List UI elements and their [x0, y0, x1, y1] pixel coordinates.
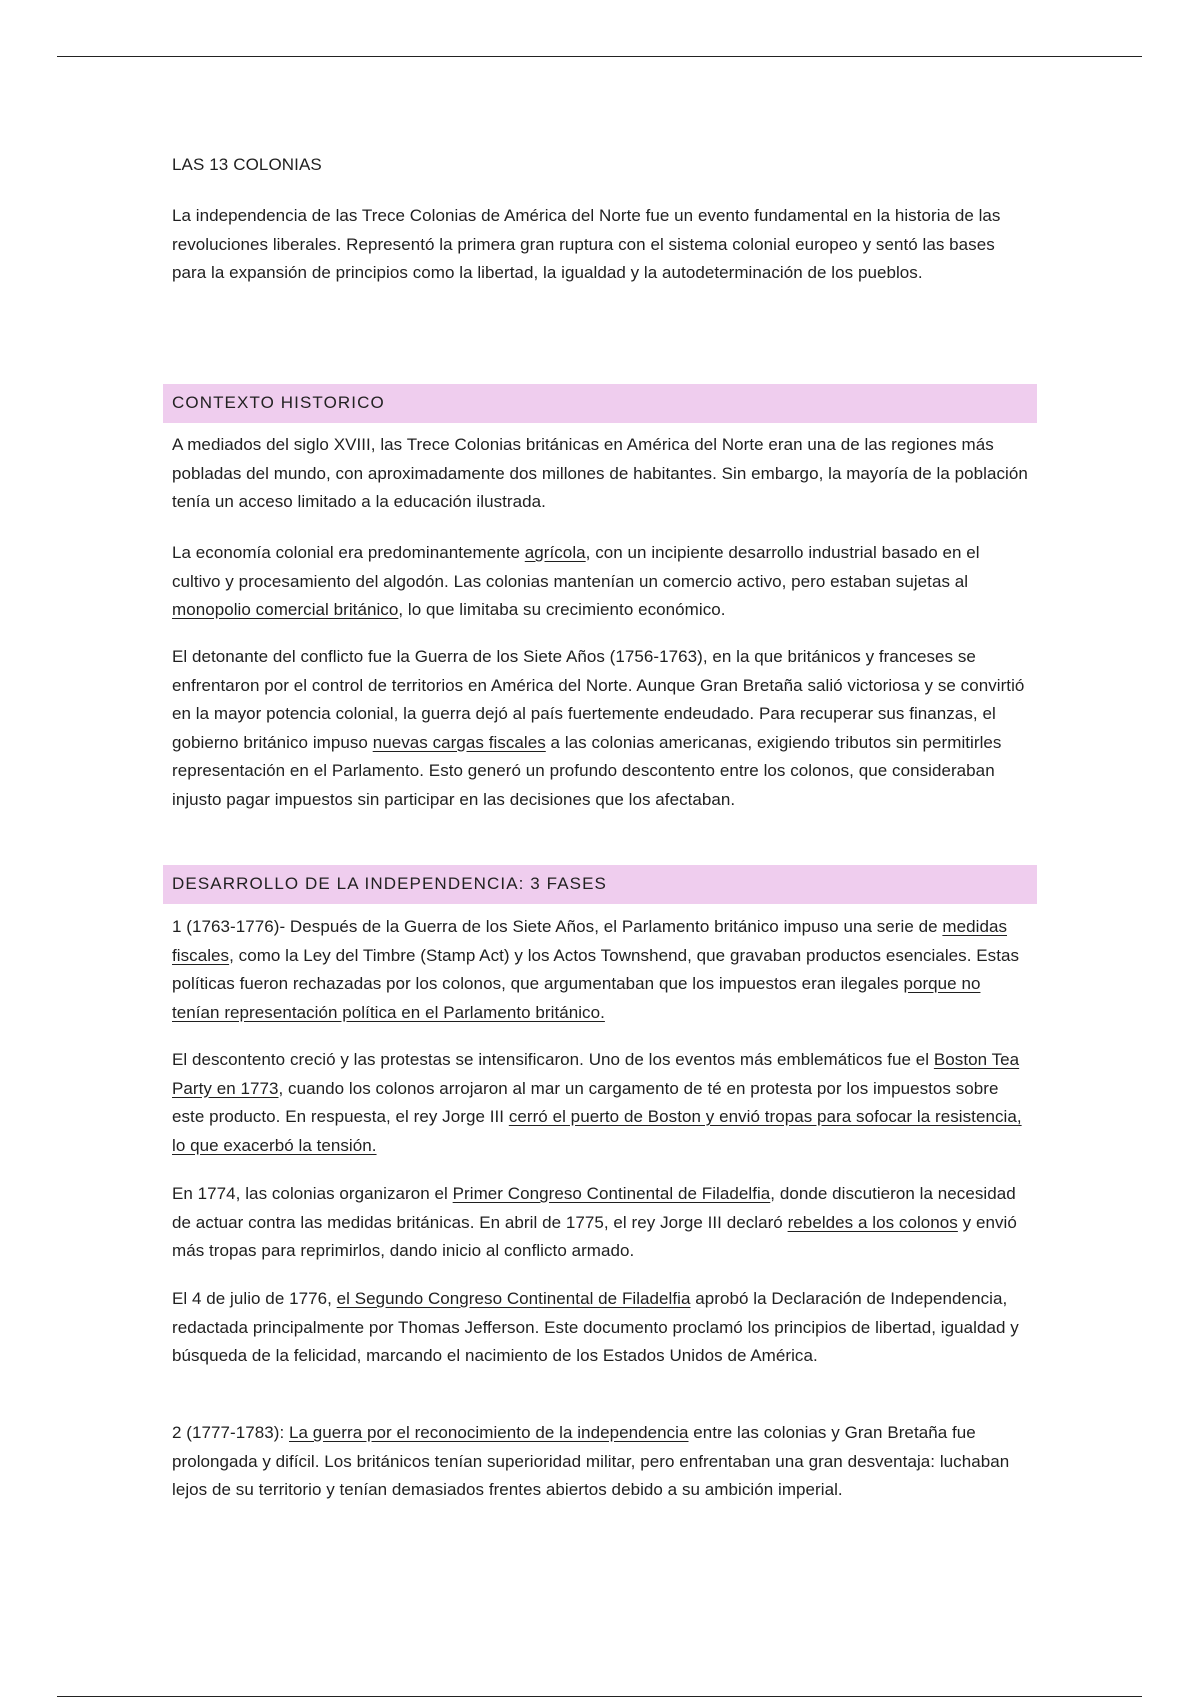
- underlined-text: La guerra por el reconocimiento de la independencia: [289, 1423, 689, 1442]
- underlined-text: monopolio comercial británico: [172, 600, 399, 619]
- underlined-text: agrícola: [524, 543, 586, 562]
- underlined-text: rebeldes a los colonos: [787, 1212, 958, 1232]
- text-run: a las colonias americanas, exigiendo tributos sin permitirles representación en el Parlamento. Esto generó un profundo descontento entre los colonos, que consideraban injusto pagar impuestos sin participar en las decisiones que los afectaban.: [172, 732, 1002, 809]
- text-run: , donde discutieron la necesidad de actuar contra las medidas británicas. En abril de 1775, el rey Jorge III declaró: [172, 1184, 1016, 1232]
- paragraph: [172, 643, 1032, 814]
- underlined-text: Boston Tea Party en 1773: [172, 1050, 1020, 1098]
- section-heading-bar: [163, 865, 1037, 904]
- text-run: y envió más tropas para reprimirlos, dando inicio al conflicto armado.: [172, 1212, 1017, 1260]
- text-run: aprobó la Declaración de Independencia, redactada principalmente por Thomas Jefferson. Este documento proclamó los principios de libertad, igualdad y búsqueda de la felicidad, marcando el nacimiento de los Estados Unidos de América.: [172, 1289, 1019, 1365]
- text-run: , lo que limitaba su crecimiento económico.: [398, 600, 726, 619]
- paragraph: [172, 1419, 1032, 1505]
- section-heading: DESARROLLO DE LA INDEPENDENCIA: 3 FASES: [172, 874, 607, 893]
- text-run: El descontento creció y las protestas se intensificaron. Uno de los eventos más emblemáticos fue el: [172, 1050, 934, 1069]
- text-run: 1 (1763-1776)- Después de la Guerra de los Siete Años, el Parlamento británico impuso una serie de: [172, 917, 943, 936]
- underlined-text: el Segundo Congreso Continental de Filadelfia: [336, 1289, 691, 1308]
- text-run: La economía colonial era predominantemente: [172, 543, 525, 562]
- section-heading: CONTEXTO HISTORICO: [172, 393, 385, 412]
- paragraph: [172, 431, 1032, 517]
- text-run: , como la Ley del Timbre (Stamp Act) y los Actos Townshend, que gravaban productos esenciales. Estas políticas fueron rechazadas por los colonos, que argumentaban que los impuestos eran ilegales: [172, 945, 1020, 993]
- bottom-rule: [57, 1696, 1142, 1697]
- text-run: , con un incipiente desarrollo industrial basado en el cultivo y procesamiento del algodón. Las colonias mantenían un comercio activo, pero estaban sujetas al: [172, 543, 980, 591]
- top-rule: [57, 56, 1142, 57]
- text-run: A mediados del siglo XVIII, las Trece Colonias británicas en América del Norte eran una de las regiones más pobladas del mundo, con aproximadamente dos millones de habitantes. Sin embargo, la mayoría de la población tenía un acceso limitado a la educación ilustrada.: [172, 435, 1028, 511]
- text-run: 2 (1777-1783):: [172, 1423, 289, 1442]
- text-run: , cuando los colonos arrojaron al mar un cargamento de té en protesta por los impuestos sobre este producto. En respuesta, el rey Jorge III: [172, 1078, 999, 1126]
- paragraph: [172, 913, 1032, 1027]
- intro-paragraph: La independencia de las Trece Colonias de América del Norte fue un evento fundamental en la historia de las revoluciones liberales. Representó la primera gran ruptura con el sistema colonial europeo y sentó las bases para la expansión de principios como la libertad, la igualdad y la autodeterminación de los pueblos.: [172, 206, 1001, 282]
- text-run: El 4 de julio de 1776,: [172, 1289, 337, 1308]
- underlined-text: medidas fiscales: [172, 917, 1007, 965]
- paragraph: [172, 1180, 1032, 1266]
- underlined-text: cerró el puerto de Boston y envió tropas para sofocar la resistencia, lo que exacerbó la tensión.: [172, 1107, 1022, 1155]
- text-run: entre las colonias y Gran Bretaña fue prolongada y difícil. Los británicos tenían superioridad militar, pero enfrentaban una gran desventaja: luchaban lejos de su territorio y tenían demasiados frentes abiertos debido a su ambición imperial.: [172, 1423, 1010, 1499]
- text-run: En 1774, las colonias organizaron el: [172, 1184, 453, 1203]
- paragraph: [172, 1046, 1032, 1160]
- text-run: El detonante del conflicto fue la Guerra de los Siete Años (1756-1763), en la que británicos y franceses se enfrentaron por el control de territorios en América del Norte. Aunque Gran Bretaña salió victoriosa y se convirtió en la mayor potencia colonial, la guerra dejó al país fuertemente endeudado. Para recuperar sus finanzas, el gobierno británico impuso: [172, 647, 1025, 752]
- underlined-text: nuevas cargas fiscales: [372, 732, 546, 752]
- paragraph: [172, 1285, 1032, 1371]
- underlined-text: porque no tenían representación política en el Parlamento británico.: [172, 974, 981, 1022]
- section-heading-bar: [163, 384, 1037, 423]
- document-title: LAS 13 COLONIAS: [172, 155, 322, 174]
- paragraph: [172, 539, 1032, 625]
- underlined-text: Primer Congreso Continental de Filadelfia: [452, 1184, 771, 1203]
